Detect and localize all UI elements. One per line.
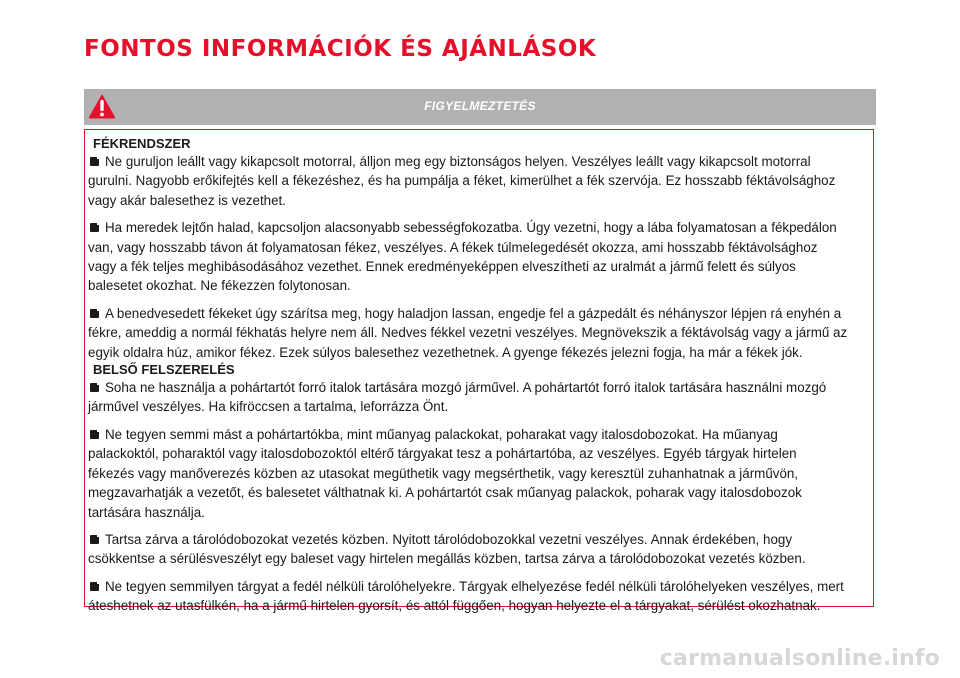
checkbox-bullet-icon [90,383,99,392]
paragraph: Ne tegyen semmi mást a pohártartókba, mint műanyag palackokat, poharakat vagy italosdobozokat. Ha műanyag palackoktól, poharaktól vagy italosdobozoktól eltérő tárgyakat tesz a pohártartóba, az veszélyes. Egyéb tárgyak hirtelen fékezés vagy manőverezés közben az utasokat megüthetik vagy megsérthetik, vagy keresztül zuhanhatnak a járművön, megzavarhatják a vezetőt, és balesetet válthatnak ki. A pohártartót csak műanyag palackok, poharak vagy italosdobozok tartására használja. [88,426,802,520]
section-title-brakes: FÉKRENDSZER [93,136,191,151]
checkbox-bullet-icon [90,157,99,166]
paragraph: Ne tegyen semmilyen tárgyat a fedél nélküli tárolóhelyekre. Tárgyak elhelyezése fedél nélküli tárolóhelyeken veszélyes, mert áteshetnek az utasfülkén, ha a jármű hirtelen gyorsít, és attól függően, hogyan helyezte el a tárgyakat, sérülést okozhatnak. [88,578,844,614]
warning-label: FIGYELMEZTETÉS [424,99,536,113]
paragraph: A benedvesedett fékeket úgy szárítsa meg, hogy haladjon lassan, engedje fel a gázpedált és néhányszor lépjen rá enyhén a fékre, ameddig a normál fékhatás helyre nem áll. Nedves fékkel vezetni veszélyes. Megnövekszik a féktávolság vagy a jármű az egyik oldalra húz, amikor fékez. Ezek súlyos balesethez vezethetnek. A gyenge fékezés jelezni fogja, ha már a fékek jók. [88,305,848,360]
paragraph: Ha meredek lejtőn halad, kapcsoljon alacsonyabb sebességfokozatba. Úgy vezetni, hogy a lába folyamatosan a fékpedálon van, vagy hosszabb távon át folyamatosan fékez, veszélyes. A fékek túlmelegedését okozza, ami hosszabb féktávolsághoz vagy a fék teljes meghibásodásához vezethet. Ennek eredményeképpen elveszítheti az uralmát a jármű felett és súlyos balesetet okozhat. Ne fékezzen folytonosan. [88,220,837,294]
checkbox-bullet-icon [90,430,99,439]
page-title: FONTOS INFORMÁCIÓK ÉS AJÁNLÁSOK [84,36,597,62]
checkbox-bullet-icon [90,535,99,544]
paragraph: Ne guruljon leállt vagy kikapcsolt motorral, álljon meg egy biztonságos helyen. Veszélyes leállt vagy kikapcsolt motorral gurulni. Nagyobb erőkifejtés kell a fékezéshez, és ha pumpálja a féket, kimerülhet a fék szervója. Ez hosszabb féktávolsághoz vagy akár balesethez is vezethet. [88,154,836,208]
checkbox-bullet-icon [90,223,99,232]
checkbox-bullet-icon [90,582,99,591]
warning-content-box [84,129,874,614]
section-title-interior: BELSŐ FELSZERELÉS [93,362,235,378]
paragraph: Tartsa zárva a tárolódobozokat vezetés közben. Nyitott tárolódobozokkal vezetni veszélyes. Annak érdekében, hogy csökkentse a sérülésveszélyt egy baleset vagy hirtelen megállás közben, tartsa zárva a tárolódobozokat vezetés közben. [88,531,806,567]
watermark: carmanualsonline.info [659,646,940,671]
warning-bar [84,89,876,125]
paragraph: Soha ne használja a pohártartót forró italok tartására mozgó járművel. A pohártartót forró italok tartására használni mozgó járművel veszélyes. Ha kifröccsen a tartalma, leforrázza Önt. [88,380,827,415]
checkbox-bullet-icon [90,309,99,318]
